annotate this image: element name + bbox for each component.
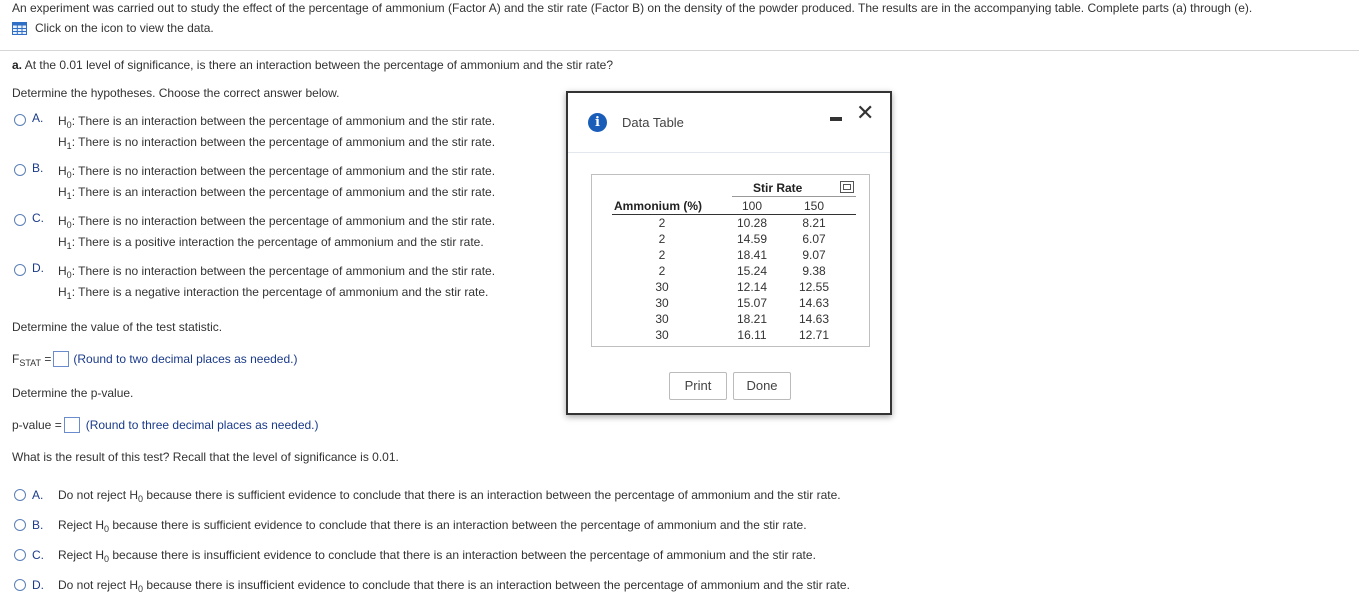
expand-icon[interactable] — [840, 181, 854, 193]
fstat-row — [12, 351, 298, 367]
cell-ammonium: 2 — [658, 232, 666, 246]
hyp-option-a[interactable] — [14, 111, 495, 153]
alt-hypothesis: $H_1$: There is no interaction between the percentage of ammonium and the stir rate. — [58, 135, 496, 151]
result-option-d[interactable] — [14, 578, 850, 592]
hyp-option-d[interactable] — [14, 261, 495, 303]
option-text: Do not reject $H_0$ because there is sufficient evidence to conclude that there is an interaction between the percentage of ammonium and the stir rate. — [58, 488, 841, 504]
part-a-question — [12, 58, 613, 72]
radio-button[interactable] — [14, 114, 26, 126]
data-table — [591, 174, 870, 347]
cell-stir-100: 12.14 — [736, 280, 768, 294]
fstat-label: $F_{STAT}$ = — [12, 352, 52, 368]
cell-ammonium: 30 — [655, 280, 669, 294]
cell-stir-150: 8.21 — [802, 216, 826, 230]
null-hypothesis: $H_0$: There is no interaction between the percentage of ammonium and the stir rate. — [58, 164, 496, 180]
null-hypothesis: $H_0$: There is no interaction between the percentage of ammonium and the stir rate. — [58, 264, 496, 280]
option-letter: B. — [32, 518, 44, 532]
fstat-hint: (Round to two decimal places as needed.) — [73, 352, 298, 366]
alt-hypothesis: $H_1$: There is an interaction between the percentage of ammonium and the stir rate. — [58, 185, 496, 201]
cell-stir-100: 18.21 — [736, 312, 768, 326]
cell-stir-100: 16.11 — [737, 328, 767, 342]
radio-button[interactable] — [14, 264, 26, 276]
alt-hypothesis: $H_1$: There is a positive interaction the percentage of ammonium and the stir rate. — [58, 235, 484, 251]
cell-stir-100: 15.07 — [736, 296, 768, 310]
cell-stir-150: 9.07 — [802, 248, 826, 262]
radio-button[interactable] — [14, 579, 26, 591]
col-header-150: 150 — [803, 199, 825, 213]
print-button[interactable]: Print — [669, 372, 727, 400]
cell-stir-150: 14.63 — [798, 296, 830, 310]
view-data-link[interactable] — [12, 21, 214, 35]
fstat-input[interactable] — [53, 351, 69, 367]
option-letter: B. — [32, 161, 44, 175]
option-letter: C. — [32, 211, 44, 225]
radio-button[interactable] — [14, 489, 26, 501]
cell-ammonium: 30 — [655, 296, 669, 310]
radio-button[interactable] — [14, 214, 26, 226]
option-letter: C. — [32, 548, 44, 562]
pvalue-prompt: Determine the p-value. — [12, 386, 134, 400]
view-data-text: Click on the icon to view the data. — [35, 21, 214, 35]
radio-button[interactable] — [14, 549, 26, 561]
option-letter: D. — [32, 578, 44, 592]
cell-stir-100: 18.41 — [736, 248, 768, 262]
ammonium-header: Ammonium (%) — [614, 199, 702, 213]
stir-rate-header: Stir Rate — [753, 181, 803, 195]
option-letter: A. — [32, 111, 44, 125]
cell-ammonium: 30 — [655, 328, 669, 342]
null-hypothesis: $H_0$: There is no interaction between the percentage of ammonium and the stir rate. — [58, 214, 496, 230]
cell-stir-150: 12.55 — [798, 280, 830, 294]
result-option-c[interactable] — [14, 548, 816, 562]
col-header-100: 100 — [741, 199, 763, 213]
pvalue-hint: (Round to three decimal places as needed.) — [85, 418, 319, 432]
cell-stir-100: 10.28 — [736, 216, 768, 230]
dialog-header — [568, 93, 890, 153]
alt-hypothesis: $H_1$: There is a negative interaction the percentage of ammonium and the stir rate. — [58, 285, 489, 301]
close-icon[interactable]: ✕ — [856, 101, 875, 126]
option-letter: A. — [32, 488, 44, 502]
pvalue-row — [12, 417, 319, 433]
cell-stir-100: 15.24 — [736, 264, 768, 278]
pvalue-label: p-value = — [12, 418, 62, 432]
radio-button[interactable] — [14, 519, 26, 531]
pvalue-input[interactable] — [64, 417, 80, 433]
hypotheses-prompt: Determine the hypotheses. Choose the correct answer below. — [12, 86, 340, 100]
divider — [0, 50, 1359, 51]
result-option-a[interactable] — [14, 488, 841, 502]
problem-intro: An experiment was carried out to study the effect of the percentage of ammonium (Factor A) and the stir rate (Factor B) on the density of the powder produced. The results are in the accompanying table. Complete parts (a) through (e). — [12, 1, 1253, 15]
info-icon: i — [588, 113, 607, 132]
radio-button[interactable] — [14, 164, 26, 176]
option-text: Do not reject $H_0$ because there is insufficient evidence to conclude that there is an interaction between the percentage of ammonium and the stir rate. — [58, 578, 850, 594]
data-table-icon[interactable] — [12, 22, 27, 35]
option-letter: D. — [32, 261, 44, 275]
statistic-prompt: Determine the value of the test statistic. — [12, 320, 223, 334]
option-text: Reject $H_0$ because there is insufficient evidence to conclude that there is an interaction between the percentage of ammonium and the stir rate. — [58, 548, 816, 564]
hyp-option-b[interactable] — [14, 161, 495, 203]
result-option-b[interactable] — [14, 518, 807, 532]
done-button[interactable]: Done — [733, 372, 791, 400]
cell-stir-150: 6.07 — [802, 232, 826, 246]
cell-ammonium: 2 — [658, 248, 666, 262]
cell-ammonium: 2 — [658, 264, 666, 278]
dialog-title: Data Table — [622, 115, 684, 130]
cell-stir-150: 14.63 — [798, 312, 830, 326]
part-a-text: At the 0.01 level of significance, is there an interaction between the percentage of ammonium and the stir rate? — [24, 58, 614, 72]
cell-ammonium: 30 — [655, 312, 669, 326]
part-a-label: a. — [12, 58, 23, 72]
null-hypothesis: $H_0$: There is an interaction between the percentage of ammonium and the stir rate. — [58, 114, 496, 130]
header-divider — [732, 196, 856, 197]
cell-stir-150: 9.38 — [802, 264, 826, 278]
cell-stir-150: 12.71 — [798, 328, 830, 342]
cell-ammonium: 2 — [658, 216, 666, 230]
option-text: Reject $H_0$ because there is sufficient evidence to conclude that there is an interaction between the percentage of ammonium and the stir rate. — [58, 518, 807, 534]
data-table-dialog — [566, 91, 892, 415]
result-prompt: What is the result of this test? Recall that the level of significance is 0.01. — [12, 450, 399, 464]
hyp-option-c[interactable] — [14, 211, 495, 253]
minimize-icon[interactable] — [830, 117, 842, 121]
cell-stir-100: 14.59 — [736, 232, 768, 246]
